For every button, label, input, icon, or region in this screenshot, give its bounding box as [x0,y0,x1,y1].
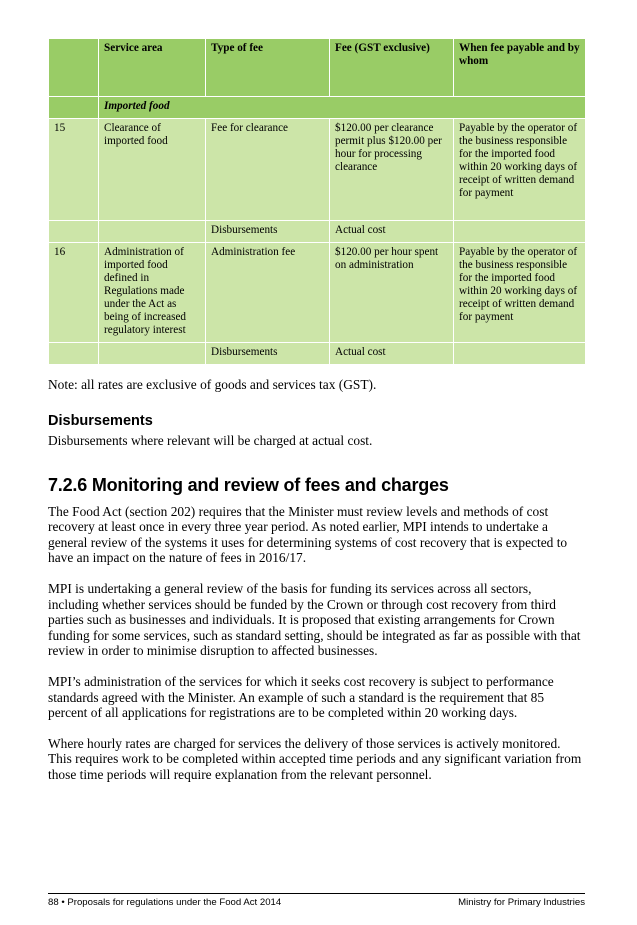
footer-left: 88 • Proposals for regulations under the Food Act 2014 [48,897,282,908]
service-area-cell [99,221,206,243]
disbursements-heading: Disbursements [48,413,153,429]
when-payable-cell [454,221,586,243]
service-area-cell: Administration of imported food defined in Regulations made under the Act as being of increased regulatory interest [99,243,206,343]
fee-type-cell: Disbursements [206,221,330,243]
fees-table [48,38,586,365]
document-page [48,38,585,798]
gst-note: Note: all rates are exclusive of goods and services tax (GST). [48,377,377,392]
when-payable-cell [454,343,586,365]
fee-amount-cell: $120.00 per hour spent on administration [330,243,454,343]
section-heading: 7.2.6 Monitoring and review of fees and charges [48,474,449,495]
paragraph: MPI’s administration of the services for which it seeks cost recovery is subject to performance standards agreed with the Minister. An example of such a standard is the requirement that 85 percent of all applications for registrations are to be completed within 20 working days. [48,673,554,721]
fee-amount-cell: Actual cost [330,343,454,365]
row-number [49,221,99,243]
fee-type-cell: Administration fee [206,243,330,343]
row-number: 15 [49,119,99,221]
when-payable-cell: Payable by the operator of the business responsible for the imported food within 20 working days of receipt of written demand for payment [454,243,586,343]
table-row [49,243,586,343]
table-row [49,221,586,243]
fee-type-cell: Fee for clearance [206,119,330,221]
header-when-payable: When fee payable and by whom [454,39,586,97]
service-area-cell: Clearance of imported food [99,119,206,221]
header-service-area: Service area [99,39,206,97]
page-footer [48,893,585,908]
section-row [49,97,586,119]
row-number: 16 [49,243,99,343]
disbursements-text: Disbursements where relevant will be charged at actual cost. [48,433,373,448]
fee-amount-cell: $120.00 per clearance permit plus $120.00 per hour for processing clearance [330,119,454,221]
paragraph: The Food Act (section 202) requires that the Minister must review levels and methods of cost recovery at least once in every three year period. As noted earlier, MPI intends to undertake a general review of the systems it uses for determining systems of cost recovery that is expected to have an impact on the nature of fees in 2016/17. [48,503,568,566]
row-number [49,343,99,365]
header-fee: Fee (GST exclusive) [330,39,454,97]
section-label: Imported food [99,97,586,119]
paragraph: MPI is undertaking a general review of the basis for funding its services across all sectors, including whether services should be funded by the Crown or through cost recovery from third parties such as businesses and individuals. It is proposed that existing arrangements for Crown funding for some services, such as standard setting, should be integrated as far as possible with that review in order to minimise disruption to affected businesses. [48,580,581,659]
table-header-row [49,39,586,97]
header-type-of-fee: Type of fee [206,39,330,97]
table-row [49,343,586,365]
header-number [49,39,99,97]
table-row [49,119,586,221]
paragraph: Where hourly rates are charged for services the delivery of those services is actively monitored. This requires work to be completed within accepted time periods and any significant variation from those time periods will require explanation from the relevant personnel. [48,735,582,782]
when-payable-cell: Payable by the operator of the business responsible for the imported food within 20 working days of receipt of written demand for payment [454,119,586,221]
fee-type-cell: Disbursements [206,343,330,365]
footer-right: Ministry for Primary Industries [458,897,585,908]
fee-amount-cell: Actual cost [330,221,454,243]
service-area-cell [99,343,206,365]
